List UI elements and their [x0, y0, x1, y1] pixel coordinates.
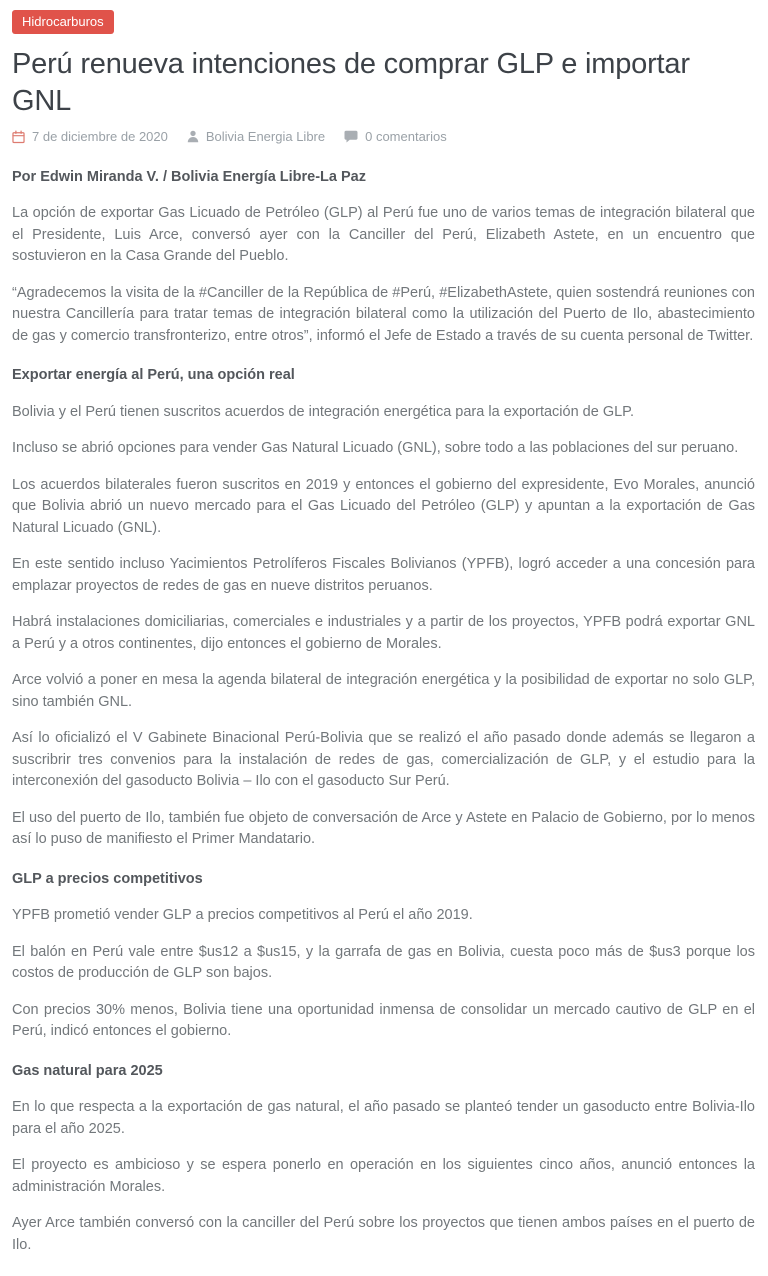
meta-comments[interactable]	[344, 129, 447, 144]
paragraph: El uso del puerto de Ilo, también fue objeto de conversación de Arce y Astete en Palacio de Gobierno, por lo menos así lo puso de manifiesto el Primer Mandatario.	[12, 809, 755, 848]
meta-author[interactable]	[187, 129, 325, 144]
paragraph: El balón en Perú vale entre $us12 a $us15, y la garrafa de gas en Bolivia, cuesta poco más de $us3 porque los costos de producción de GLP son bajos.	[12, 943, 755, 982]
paragraph: Así lo oficializó el V Gabinete Binacional Perú-Bolivia que se realizó el año pasado donde además se llegaron a suscribrir tres convenios para la instalación de redes de gas, comercialización de GLP, y el estudio para la interconexión del gasoducto Bolivia – Ilo con el gasoducto Sur Perú.	[12, 730, 755, 790]
paragraph: Los acuerdos bilaterales fueron suscritos en 2019 y entonces el gobierno del expresidente, Evo Morales, anunció que Bolivia abrió un nuevo mercado para el Gas Licuado del Petróleo (GLP) y apuntan a la exportación de Gas Natural Licuado (GNL).	[12, 476, 755, 536]
article-meta	[12, 129, 755, 144]
paragraph: Con precios 30% menos, Bolivia tiene una oportunidad inmensa de consolidar un mercado cautivo de GLP en el Perú, indicó entonces el gobierno.	[12, 1001, 755, 1040]
paragraph: Habrá instalaciones domiciliarias, comerciales e industriales y a partir de los proyectos, YPFB podrá exportar GNL a Perú y a otros continentes, dijo entonces el gobierno de Morales.	[12, 614, 755, 652]
meta-date[interactable]	[12, 129, 168, 144]
paragraph: Arce volvió a poner en mesa la agenda bilateral de integración energética y la posibilidad de exportar no solo GLP, sino también GNL.	[12, 672, 755, 710]
calendar-icon	[12, 130, 25, 144]
meta-author-label: Bolivia Energia Libre	[205, 129, 326, 145]
paragraph: YPFB prometió vender GLP a precios competitivos al Perú el año 2019.	[12, 907, 473, 924]
meta-comments-label: 0 comentarios	[365, 129, 447, 145]
section-heading: Gas natural para 2025	[12, 1062, 163, 1079]
category-tag[interactable]: Hidrocarburos	[12, 10, 114, 34]
paragraph: “Agradecemos la visita de la #Canciller de la República de #Perú, #ElizabethAstete, quien sostendrá reuniones con nuestra Cancillería para tratar temas de integración bilateral como la utilización del Puerto de Ilo, abastecimiento de gas y comercio transfronterizo, entre otros”, informó el Jefe de Estado a través de su cuenta personal de Twitter.	[12, 284, 755, 344]
comment-icon	[344, 130, 358, 143]
section-heading: GLP a precios competitivos	[12, 870, 203, 887]
paragraph: El proyecto es ambicioso y se espera ponerlo en operación en los siguientes cinco años, anunció entonces la administración Morales.	[12, 1157, 755, 1195]
meta-date-label: 7 de diciembre de 2020	[32, 129, 168, 145]
paragraph: Ayer Arce también conversó con la canciller del Perú sobre los proyectos que tienen ambos países en el puerto de Ilo.	[12, 1215, 755, 1253]
paragraph: En este sentido incluso Yacimientos Petrolíferos Fiscales Bolivianos (YPFB), logró acceder a una concesión para emplazar proyectos de redes de gas en nueve distritos peruanos.	[12, 556, 755, 594]
article-body	[12, 203, 755, 1256]
paragraph: En lo que respecta a la exportación de gas natural, el año pasado se planteó tender un gasoducto entre Bolivia-Ilo para el año 2025.	[12, 1099, 755, 1137]
paragraph: La opción de exportar Gas Licuado de Petróleo (GLP) al Perú fue uno de varios temas de integración bilateral que el Presidente, Luis Arce, conversó ayer con la Canciller del Perú, Elizabeth Astete, en un encuentro que sostuvieron en la Casa Grande del Pueblo.	[12, 205, 755, 265]
section-heading: Exportar energía al Perú, una opción real	[12, 367, 295, 384]
article-title: Perú renueva intenciones de comprar GLP e importar GNL	[12, 48, 690, 118]
paragraph: Bolivia y el Perú tienen suscritos acuerdos de integración energética para la exportación de GLP.	[12, 403, 634, 420]
paragraph: Incluso se abrió opciones para vender Gas Natural Licuado (GNL), sobre todo a las poblaciones del sur peruano.	[12, 440, 739, 457]
user-icon	[187, 130, 199, 143]
byline: Por Edwin Miranda V. / Bolivia Energía Libre-La Paz	[12, 169, 366, 186]
